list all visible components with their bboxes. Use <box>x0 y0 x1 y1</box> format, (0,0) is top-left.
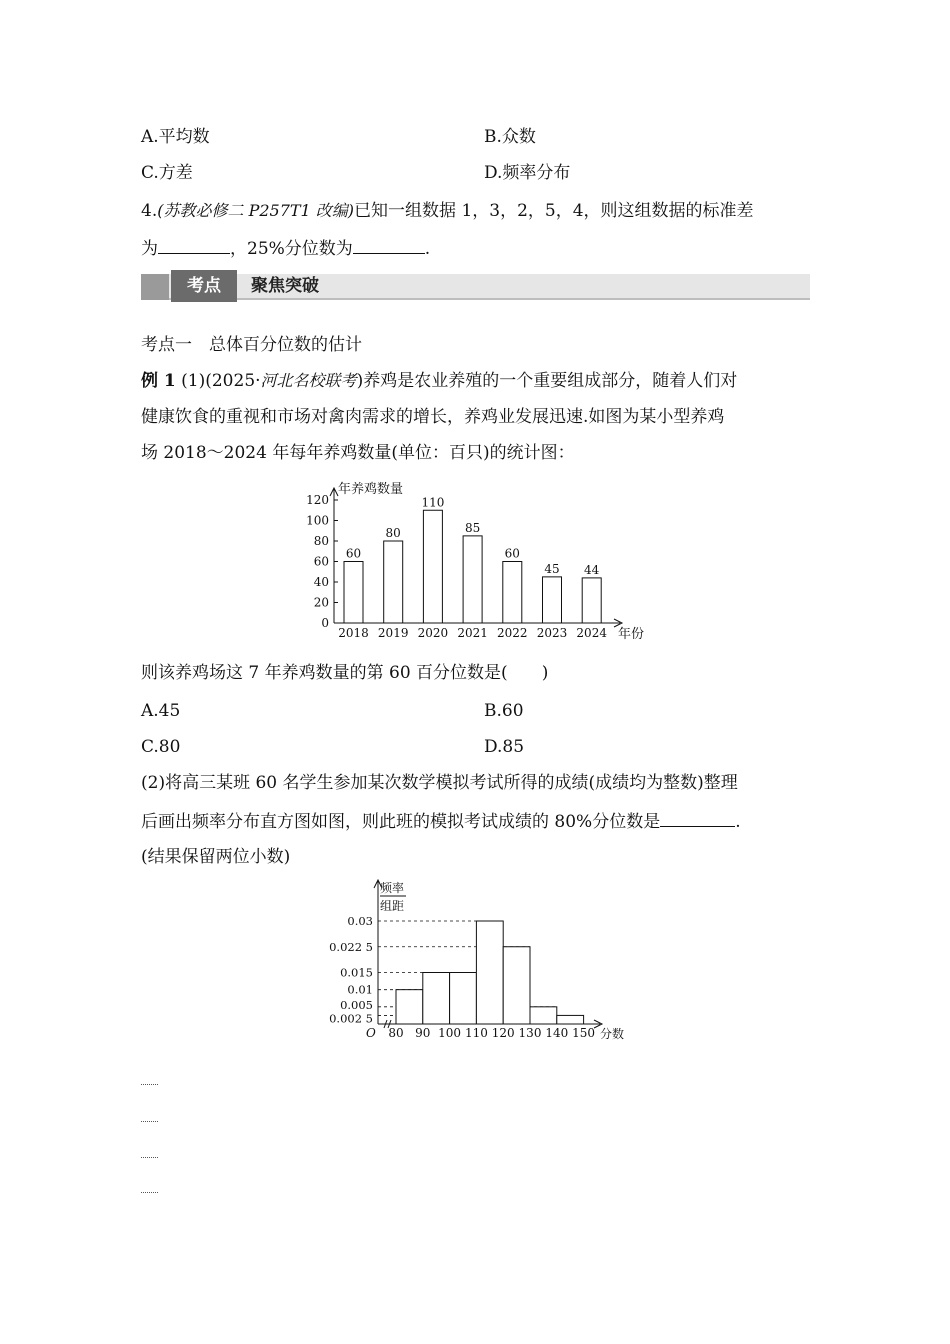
bar <box>423 510 442 623</box>
histogram-bar <box>476 921 503 1024</box>
data-label: 60 <box>504 546 520 561</box>
bar <box>582 578 601 623</box>
data-label: 45 <box>544 561 560 576</box>
data-label: 44 <box>584 562 600 577</box>
answer-blank[interactable] <box>660 810 735 827</box>
example-1-part2-line1: (2)将高三某班 60 名学生参加某次数学模拟考试所得的成绩(成绩均为整数)整理 <box>141 773 738 793</box>
answer-blank[interactable] <box>353 237 425 254</box>
y-tick-label: 80 <box>313 534 329 548</box>
histogram-bar <box>396 990 423 1024</box>
option-b: B.众数 <box>484 127 536 147</box>
y-tick-label: 0.01 <box>347 982 373 997</box>
histogram-bar <box>450 973 477 1025</box>
histogram-bar <box>423 973 450 1025</box>
example-text: . <box>735 812 741 832</box>
x-tick-label: 140 <box>545 1026 569 1040</box>
option-d: D.频率分布 <box>484 163 571 183</box>
x-tick-label: 100 <box>438 1026 462 1040</box>
y-tick-label: 40 <box>313 575 329 589</box>
y-tick-label: 0.005 <box>340 997 373 1012</box>
y-tick-label: 120 <box>306 493 329 507</box>
bar <box>503 562 522 624</box>
x-tick-label: 2022 <box>497 626 528 640</box>
example-1-line1 <box>141 370 737 392</box>
section-banner <box>141 270 810 302</box>
example-1-part2-line2 <box>141 810 741 833</box>
y-tick-label: 0.022 5 <box>329 939 373 954</box>
y-axis-label: 年养鸡数量 <box>338 482 404 497</box>
example-label: 例 1 <box>141 371 176 391</box>
y-tick-label: 0.015 <box>340 965 373 980</box>
option-d: D.85 <box>484 737 525 757</box>
question-4-line1 <box>141 200 754 222</box>
y-tick-label: 100 <box>306 513 329 528</box>
bar <box>463 536 482 623</box>
question-text: ，25%分位数为 <box>230 239 353 259</box>
section-title: 考点一 总体百分位数的估计 <box>141 335 362 355</box>
dotted-mark <box>141 1157 158 1158</box>
question-4-line2 <box>141 237 430 260</box>
x-tick-label: 130 <box>518 1026 542 1040</box>
example-1-part2-line3: (结果保留两位小数) <box>141 847 291 867</box>
banner-bar <box>141 274 810 300</box>
example-text: )养鸡是农业养殖的一个重要组成部分，随着人们对 <box>356 371 738 391</box>
dotted-mark <box>141 1192 158 1193</box>
question-text: . <box>424 239 431 259</box>
option-c: C.80 <box>141 737 181 757</box>
histogram-bar <box>557 1015 584 1024</box>
example-1-line3: 场 2018～2024 年每年养鸡数量(单位：百只)的统计图： <box>141 443 575 463</box>
x-tick-label: 110 <box>464 1026 488 1040</box>
x-tick-label: 2021 <box>457 626 488 640</box>
y-label-bottom: 组距 <box>380 899 405 913</box>
bar <box>543 577 562 623</box>
option-a: A.平均数 <box>141 127 210 147</box>
x-tick-label: 2019 <box>377 626 409 640</box>
question-text: 为 <box>141 239 158 259</box>
bar <box>384 541 403 623</box>
y-tick-label: 20 <box>313 595 329 610</box>
x-tick-label: 2023 <box>536 626 568 640</box>
x-tick-label: 2024 <box>576 626 607 640</box>
origin-label: O <box>366 1026 376 1040</box>
option-b: B.60 <box>484 701 524 721</box>
x-tick-label: 150 <box>572 1026 596 1040</box>
example-1-line2: 健康饮食的重视和市场对禽肉需求的增长，养鸡业发展迅速.如图为某小型养鸡 <box>141 407 725 427</box>
data-label: 85 <box>464 520 481 535</box>
option-c: C.方差 <box>141 163 193 183</box>
x-tick-label: 2018 <box>338 626 369 640</box>
x-tick-label: 80 <box>388 1026 404 1040</box>
question-text: 已知一组数据 1，3，2，5，4，则这组数据的标准差 <box>354 201 754 221</box>
histogram-bar <box>503 947 530 1024</box>
y-tick-label: 0.03 <box>347 914 373 928</box>
dotted-mark <box>141 1084 158 1085</box>
data-label: 80 <box>385 526 401 540</box>
question-number: 4. <box>141 201 158 221</box>
x-tick-label: 120 <box>491 1026 515 1040</box>
x-axis-label: 分数 <box>600 1027 625 1041</box>
banner-tag: 考点 <box>171 270 237 302</box>
histogram-chart <box>318 876 638 1048</box>
data-label: 60 <box>345 546 362 561</box>
bar-chart <box>290 476 660 648</box>
x-tick-label: 90 <box>415 1026 431 1040</box>
example-text: 后画出频率分布直方图如图，则此班的模拟考试成绩的 80%分位数是 <box>141 812 661 832</box>
example-source: 河北名校联考 <box>260 371 357 390</box>
banner-title: 聚焦突破 <box>251 276 319 296</box>
question-source: (苏教必修二 P257T1 改编) <box>157 201 355 220</box>
y-tick-label: 60 <box>313 554 329 569</box>
answer-blank[interactable] <box>158 237 230 254</box>
histogram-bar <box>530 1007 557 1024</box>
y-tick-label: 0.002 5 <box>329 1011 373 1026</box>
example-1-question: 则该养鸡场这 7 年养鸡数量的第 60 百分位数是( ) <box>141 663 549 683</box>
x-axis-label: 年份 <box>618 627 645 642</box>
bar <box>344 562 363 624</box>
y-tick-label: 0 <box>321 616 329 630</box>
option-a: A.45 <box>141 701 181 721</box>
banner-tag-back <box>141 274 169 300</box>
y-label-top: 频率 <box>380 881 405 895</box>
x-tick-label: 2020 <box>417 626 449 640</box>
dotted-mark <box>141 1121 158 1122</box>
example-text: (1)(2025· <box>175 371 261 391</box>
data-label: 110 <box>421 495 445 510</box>
